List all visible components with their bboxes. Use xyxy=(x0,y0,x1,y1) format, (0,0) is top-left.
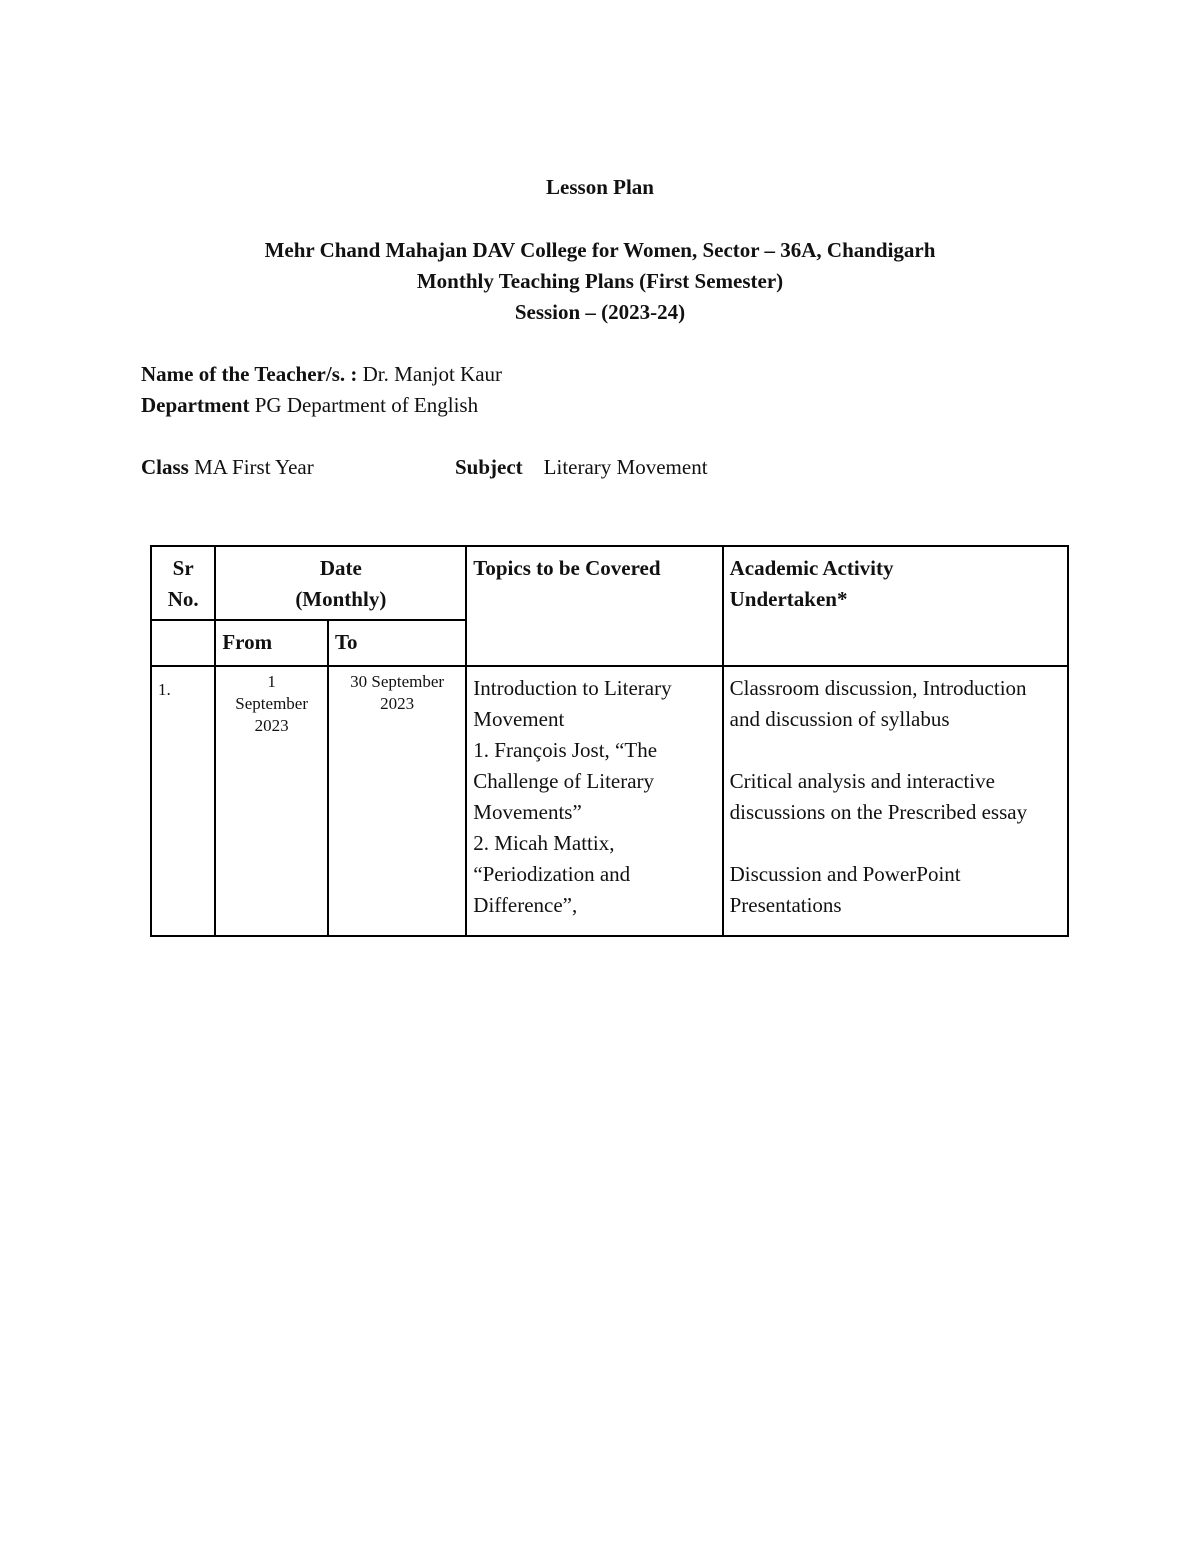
class-line xyxy=(141,454,314,480)
header-sr-line2: No. xyxy=(167,587,199,611)
college-name: Mehr Chand Mahajan DAV College for Women, Sector – 36A, Chandigarh xyxy=(264,238,936,262)
activity-spacer xyxy=(730,735,1061,766)
header-sr-line1: Sr xyxy=(172,556,194,580)
table-row xyxy=(151,666,1068,936)
header-from: From xyxy=(215,620,328,666)
subject-line xyxy=(455,454,708,480)
topic-item: 1. François Jost, “The Challenge of Literary Movements” xyxy=(473,738,658,824)
department-line xyxy=(141,392,478,418)
plan-name: Monthly Teaching Plans (First Semester) xyxy=(416,269,784,293)
header-sr-no xyxy=(151,546,215,620)
from-date-year: 2023 xyxy=(254,716,289,735)
activity-spacer xyxy=(730,828,1061,859)
to-date-year: 2023 xyxy=(380,694,415,713)
header-date-line1: Date xyxy=(319,556,362,580)
header-activity-line2: Undertaken* xyxy=(729,587,848,611)
activity-item: Critical analysis and interactive discussions on the Prescribed essay xyxy=(729,769,1028,824)
teacher-label: Name of the Teacher/s. : xyxy=(141,362,358,386)
topic-item: Introduction to Literary Movement xyxy=(473,676,672,731)
row-sr: 1. xyxy=(151,666,215,936)
class-label: Class xyxy=(141,455,189,479)
session-line: Session – (2023-24) xyxy=(514,300,686,324)
department-value: PG Department of English xyxy=(254,393,479,417)
teacher-line xyxy=(141,361,502,387)
lesson-plan-table xyxy=(150,545,1069,937)
class-value: MA First Year xyxy=(194,455,314,479)
subject-value: Literary Movement xyxy=(543,455,708,479)
teacher-value: Dr. Manjot Kaur xyxy=(362,362,503,386)
topic-item: 2. Micah Mattix, “Periodization and Difference”, xyxy=(473,831,631,917)
header-topics-label: Topics to be Covered xyxy=(473,556,661,580)
activity-item: Discussion and PowerPoint Presentations xyxy=(729,862,961,917)
from-date-month: September xyxy=(235,694,308,713)
row-activities xyxy=(723,666,1068,936)
row-from-date xyxy=(215,666,328,936)
row-to-date xyxy=(328,666,466,936)
header-to: To xyxy=(328,620,466,666)
header-date xyxy=(215,546,466,620)
activity-item: Classroom discussion, Introduction and discussion of syllabus xyxy=(729,676,1027,731)
header-activity xyxy=(723,546,1068,666)
to-date-day-month: 30 September xyxy=(350,672,445,691)
document-title: Lesson Plan xyxy=(546,175,654,199)
header-activity-line1: Academic Activity xyxy=(729,556,894,580)
header-sr-empty xyxy=(151,620,215,666)
table-header-row xyxy=(151,546,1068,620)
row-topics xyxy=(466,666,722,936)
header-date-line2: (Monthly) xyxy=(295,587,387,611)
subject-label: Subject xyxy=(455,455,523,479)
from-date-day: 1 xyxy=(267,672,276,691)
department-label: Department xyxy=(141,393,250,417)
header-topics xyxy=(466,546,722,666)
